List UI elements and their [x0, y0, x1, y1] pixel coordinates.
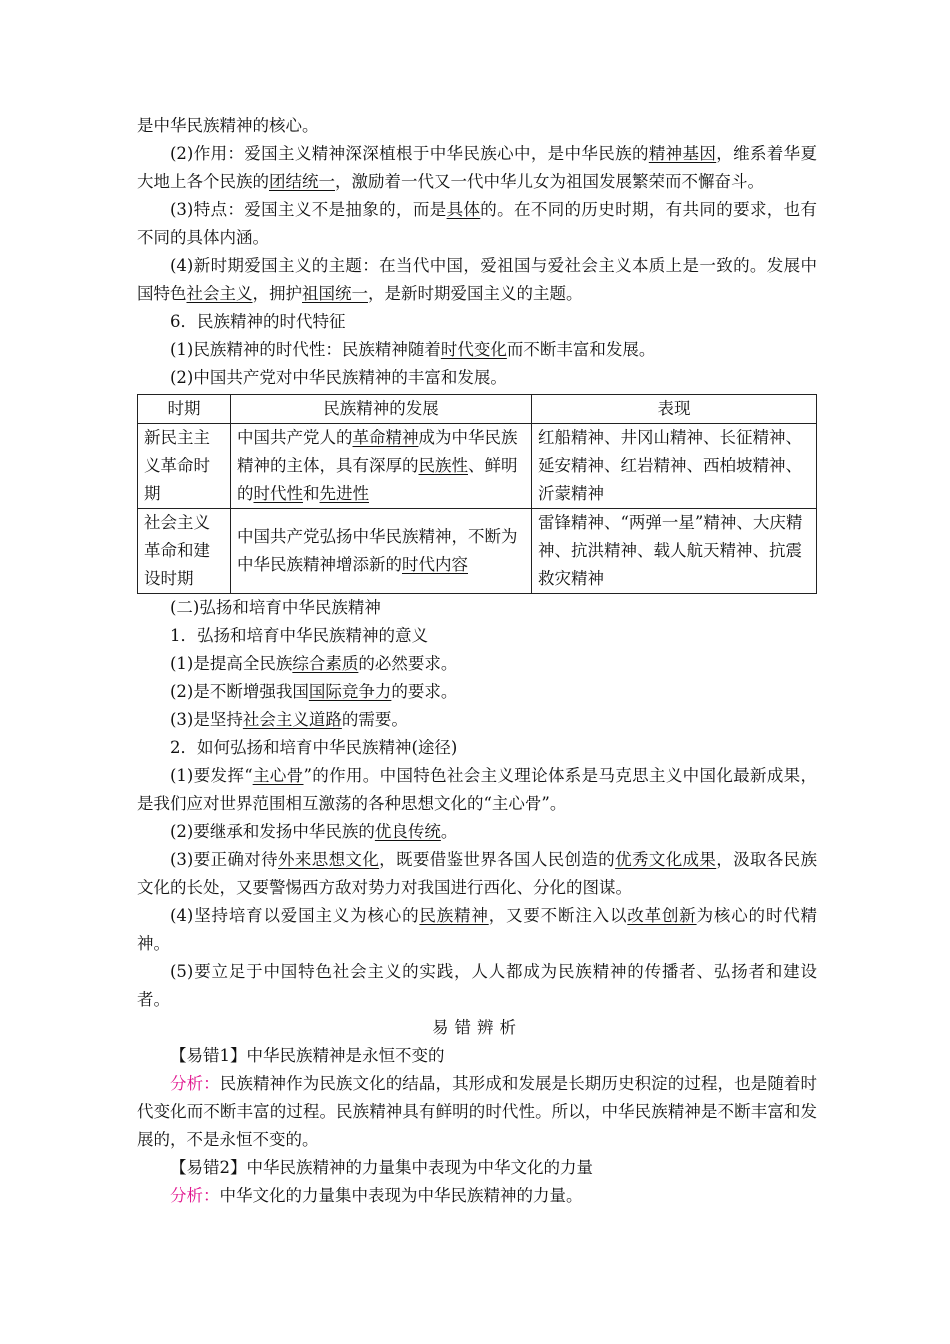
text-span: ”的作用。中国特色社会主义理论体系是马克思主义中国化最新成果，是我们应对世界范围相互激荡的各种思想文化的“主心骨”。 [137, 766, 818, 813]
table-row [138, 424, 817, 509]
text-span: (3)是坚持 [170, 710, 243, 729]
text-span: ，维系着华夏大地上各个民族的 [137, 144, 818, 191]
text-span: 中国共产党弘扬中华民族精神，不断为中华民族精神增添新的 [237, 527, 518, 574]
text-span: ，拥护 [252, 284, 302, 303]
analysis-label: 分析： [170, 1186, 220, 1205]
text-span: (3)特点：爱国主义不是抽象的，而是 [170, 200, 447, 219]
text-span: (1)要发挥“ [170, 766, 253, 785]
key-term: 综合素质 [292, 654, 359, 673]
error-item-title: 【易错1】中华民族精神是永恒不变的 [170, 1046, 445, 1065]
list-item [137, 762, 817, 818]
text-span: (4)坚持培育以爱国主义为核心的 [170, 906, 420, 925]
key-term: 主心骨 [252, 766, 304, 785]
paragraph-party: (2)中国共产党对中华民族精神的丰富和发展。 [170, 368, 507, 387]
key-term: 改革创新 [627, 906, 697, 925]
paragraph-core: 是中华民族精神的核心。 [137, 116, 319, 135]
key-term: 社会主义道路 [242, 710, 342, 729]
error-analysis [137, 1182, 817, 1210]
text-span: 、鲜明的 [237, 456, 518, 503]
key-term: 具体 [446, 200, 481, 219]
text-span: ，既要借鉴世界各国人民创造的 [379, 850, 616, 869]
table-cell-period: 社会主义革命和建设时期 [138, 509, 231, 594]
table-header: 民族精神的发展 [231, 395, 532, 424]
key-term: 祖国统一 [302, 284, 368, 303]
paragraph-era [137, 336, 817, 364]
key-term: 国际竞争力 [308, 682, 392, 701]
list-item [137, 846, 817, 902]
text-span: (1)是提高全民族 [170, 654, 293, 673]
spirit-table [137, 394, 817, 594]
table-header: 时期 [138, 395, 231, 424]
text-span: 为核心的时代精神。 [137, 906, 818, 953]
subheading-significance: 1．弘扬和培育中华民族精神的意义 [170, 626, 428, 645]
table-cell-manifestation: 红船精神、井冈山精神、长征精神、延安精神、红岩精神、西柏坡精神、沂蒙精神 [532, 424, 817, 509]
document-page [137, 112, 817, 1210]
table-header: 表现 [532, 395, 817, 424]
table-cell-manifestation: 雷锋精神、“两弹一星”精神、大庆精神、抗洪精神、载人航天精神、抗震救灾精神 [532, 509, 817, 594]
table-row [138, 509, 817, 594]
text-span: 和 [303, 484, 320, 503]
text-span: (2)作用：爱国主义精神深深植根于中华民族心中，是中华民族的 [170, 144, 649, 163]
text-span: (4)新时期爱国主义的主题：在当代中国，爱祖国与爱社会主义本质上是一致的。发展中国特色 [137, 256, 817, 303]
text-span: 的要求。 [391, 682, 458, 701]
text-span: (2)要继承和发扬中华民族的 [170, 822, 375, 841]
key-term: 优秀文化成果 [615, 850, 717, 869]
key-term: 先进性 [319, 484, 369, 503]
section-heading-6: 6．民族精神的时代特征 [170, 312, 346, 331]
key-term: 外来思想文化 [278, 850, 380, 869]
text-span: 的。在不同的历史时期，有共同的要求，也有不同的具体内涵。 [137, 200, 818, 247]
error-analysis [137, 1070, 817, 1154]
text-span: 民族精神作为民族文化的结晶，其形成和发展是长期历史积淀的过程，也是随着时代变化而不断丰富的过程。民族精神具有鲜明的时代性。所以，中华民族精神是不断丰富和发展的，不是永恒不变的。 [137, 1074, 818, 1149]
table-cell-development [231, 509, 532, 594]
subheading-ways: 2．如何弘扬和培育中华民族精神(途径) [170, 738, 458, 757]
paragraph-theme [137, 252, 817, 308]
list-item [137, 818, 817, 846]
text-span: 中华文化的力量集中表现为中华民族精神的力量。 [219, 1186, 583, 1205]
section-heading-two: (二)弘扬和培育中华民族精神 [170, 598, 381, 617]
text-span: (3)要正确对待 [170, 850, 279, 869]
text-span: ，是新时期爱国主义的主题。 [368, 284, 583, 303]
list-item [137, 678, 817, 706]
key-term: 时代变化 [440, 340, 507, 359]
text-span: ，又要不断注入以 [488, 906, 628, 925]
text-span: ，激励着一代又一代中华儿女为祖国发展繁荣而不懈奋斗。 [335, 172, 764, 191]
text-span: ，汲取各民族文化的长处，又要警惕西方敌对势力对我国进行西化、分化的图谋。 [137, 850, 818, 897]
list-item [137, 706, 817, 734]
key-term: 民族精神 [419, 906, 489, 925]
list-item [137, 650, 817, 678]
text-span: (1)民族精神的时代性：民族精神随着 [170, 340, 441, 359]
table-cell-period: 新民主主义革命时期 [138, 424, 231, 509]
text-span: 而不断丰富和发展。 [506, 340, 656, 359]
analysis-label: 分析： [170, 1074, 220, 1093]
key-term: 革命精神 [352, 428, 419, 447]
text-span: 。 [440, 822, 458, 841]
text-span: (2)是不断增强我国 [170, 682, 309, 701]
key-term: 民族性 [418, 456, 468, 475]
text-span: 的必然要求。 [358, 654, 458, 673]
text-span: 的需要。 [341, 710, 408, 729]
paragraph-function [137, 140, 817, 196]
error-analysis-title: 易错辨析 [432, 1018, 522, 1037]
table-header-row [138, 395, 817, 424]
key-term: 优良传统 [374, 822, 441, 841]
list-item [137, 902, 817, 958]
list-item: (5)要立足于中国特色社会主义的实践，人人都成为民族精神的传播者、弘扬者和建设者。 [137, 962, 817, 1009]
key-term: 社会主义 [186, 284, 253, 303]
table-cell-development [231, 424, 532, 509]
text-span: 成为中华民族精神的主体，具有深厚的 [237, 428, 518, 475]
key-term: 时代内容 [402, 555, 468, 574]
key-term: 团结统一 [269, 172, 335, 191]
error-item-title: 【易错2】中华民族精神的力量集中表现为中华文化的力量 [170, 1158, 593, 1177]
key-term: 精神基因 [648, 144, 717, 163]
key-term: 时代性 [253, 484, 303, 503]
text-span: 中国共产党人的 [237, 428, 353, 447]
paragraph-feature [137, 196, 817, 252]
